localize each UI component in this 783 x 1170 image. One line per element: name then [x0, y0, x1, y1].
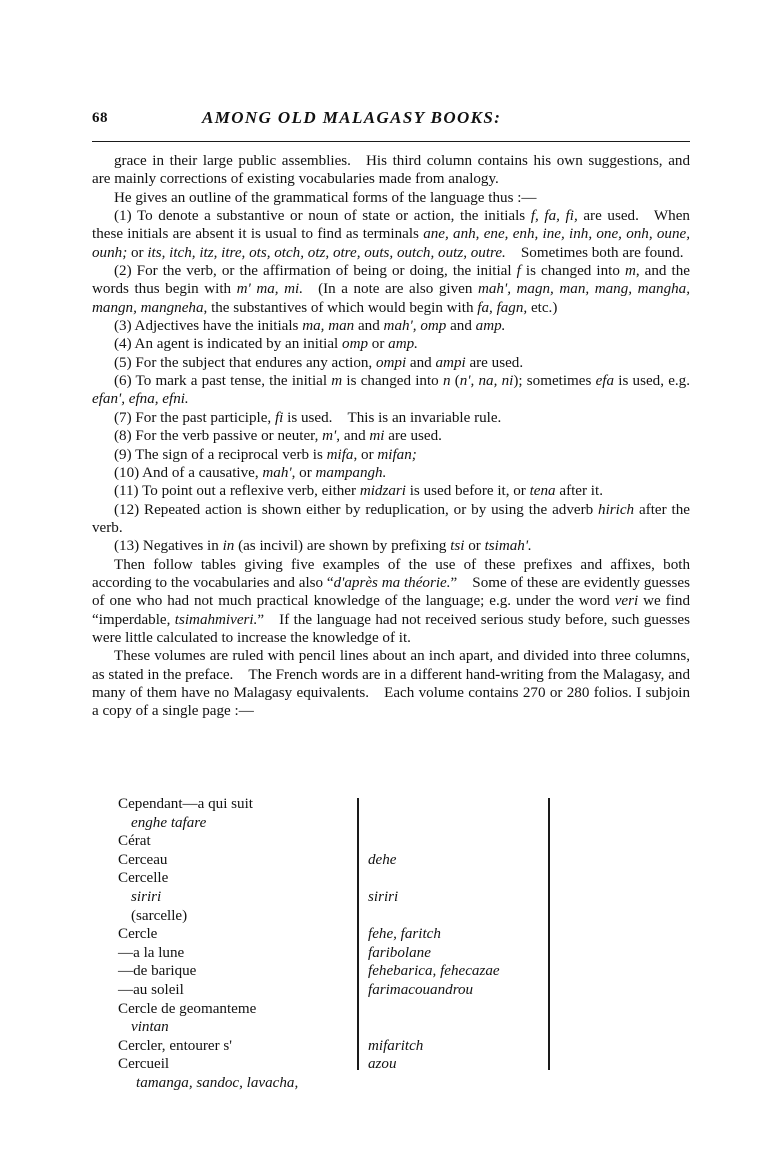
- specimen-row: tamanga, sandoc, lavacha,: [136, 1074, 299, 1091]
- specimen-row: fehebarica, fehecazae: [368, 963, 500, 980]
- column-rule-second: [548, 798, 550, 1070]
- paragraph: These volumes are ruled with pencil lines about an inch apart, and divided into three columns, as stated in the preface. The French words are in a different hand-writing from the Malagasy, and many of them have no Malagasy equivalents. Each volume contains 270 or 280 folios. I subjoin a copy of a single page :—: [92, 648, 690, 720]
- grammar-rule: (12) Repeated action is shown either by reduplication, or by using the adverb hirich after the verb.: [92, 501, 690, 536]
- closing-paragraphs: [92, 556, 690, 721]
- grammar-rule: (4) An agent is indicated by an initial omp or amp.: [114, 336, 418, 353]
- grammar-rule: (2) For the verb, or the affirmation of being or doing, the initial f is changed into m, and the words thus begin with m' ma, mi. (In a note are also given mah', magn, man, mang, mangha, mangn, mangneha, the substantives of which would begin with fa, fagn, etc.): [92, 263, 690, 316]
- column-rule-first: [357, 798, 359, 1070]
- specimen-row: dehe: [368, 851, 397, 868]
- paragraph: He gives an outline of the grammatical forms of the language thus :—: [114, 189, 537, 206]
- running-title: AMONG OLD MALAGASY BOOKS:: [202, 108, 502, 127]
- specimen-row: farimacouandrou: [368, 981, 474, 998]
- specimen-row: —au soleil: [118, 981, 184, 998]
- specimen-row: Cependant—a qui suit: [118, 796, 253, 812]
- specimen-row: mifaritch: [368, 1037, 424, 1054]
- paragraph: Then follow tables giving five examples of the use of these prefixes and affixes, both according to the vocabularies and also “d'après ma théorie.” Some of these are evidently guesses of one who had not much practical knowledge of the language; e.g. under the word veri we find “imperdable, tsimahmiveri.” If the language had not received serious study before, such guesses were little calculated to increase the knowledge of it.: [92, 556, 691, 646]
- specimen-row: vintan: [131, 1019, 169, 1036]
- specimen-row: Cercle: [118, 926, 158, 943]
- specimen-row: azou: [368, 1056, 397, 1073]
- specimen-row: Cercelle: [118, 870, 169, 887]
- body-text: [92, 152, 690, 721]
- grammar-rule: (3) Adjectives have the initials ma, man and mah', omp and amp.: [114, 318, 506, 335]
- grammar-rule: (11) To point out a reflexive verb, either midzari is used before it, or tena after it.: [114, 483, 603, 500]
- grammar-rule: (6) To mark a past tense, the initial m is changed into n (n', na, ni); sometimes efa is used, e.g. efan', efna, efni.: [92, 373, 691, 408]
- specimen-row: Cercler, entourer s': [118, 1037, 233, 1054]
- paragraph: grace in their large public assemblies. His third column contains his own suggestions, and are mainly corrections of existing vocabularies made from analogy.: [92, 153, 690, 188]
- specimen-row: —de barique: [118, 963, 197, 980]
- specimen-row: siriri: [368, 888, 399, 905]
- grammar-rule-list: [92, 207, 690, 556]
- header-rule: [92, 141, 690, 142]
- running-head: [92, 108, 690, 132]
- grammar-rule: (5) For the subject that endures any action, ompi and ampi are used.: [114, 354, 524, 371]
- specimen-row: enghe tafare: [131, 814, 207, 831]
- specimen-row: —a la lune: [118, 944, 185, 961]
- specimen-column-malagasy: [368, 795, 543, 1093]
- specimen-table: [92, 795, 690, 1091]
- page-number: 68: [92, 110, 108, 126]
- grammar-rule: (1) To denote a substantive or noun of state or action, the initials f, fa, fi, are used. When these initials are absent it is usual to find as terminals ane, anh, ene, enh, ine, inh, one, onh, oune, ounh; or its, itch, itz, itre, ots, otch, otz, otre, outs, outch, outz, outre. Sometimes both are found.: [92, 208, 690, 261]
- specimen-row: fehe, faritch: [368, 926, 441, 943]
- grammar-rule: (9) The sign of a reciprocal verb is mifa, or mifan;: [114, 446, 417, 463]
- grammar-rule: (13) Negatives in in (as incivil) are shown by prefixing tsi or tsimah'.: [114, 538, 532, 555]
- specimen-column-french: [118, 795, 353, 1093]
- specimen-row: faribolane: [368, 944, 431, 961]
- specimen-row: Cerceau: [118, 851, 168, 868]
- specimen-row: Cérat: [118, 833, 151, 850]
- specimen-row: Cercle de geomanteme: [118, 1000, 257, 1017]
- specimen-row: Cercueil: [118, 1056, 170, 1073]
- grammar-rule: (7) For the past participle, fi is used. This is an invariable rule.: [114, 409, 502, 426]
- specimen-row: (sarcelle): [131, 907, 188, 924]
- grammar-rule: (10) And of a causative, mah', or mampangh.: [114, 464, 387, 481]
- grammar-rule: (8) For the verb passive or neuter, m', and mi are used.: [114, 428, 442, 445]
- intro-paragraphs: [92, 152, 690, 207]
- specimen-row: siriri: [131, 888, 162, 905]
